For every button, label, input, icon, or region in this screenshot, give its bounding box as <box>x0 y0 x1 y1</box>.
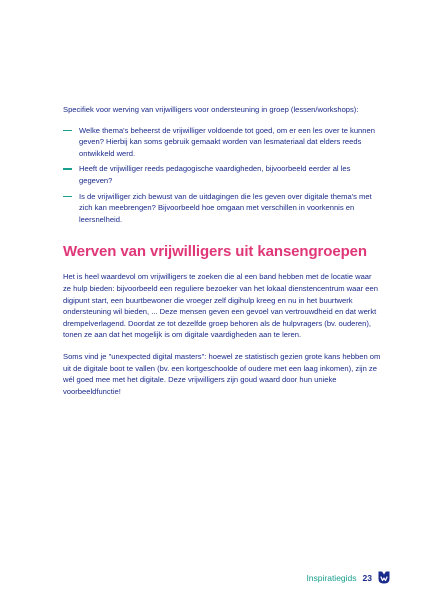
intro-text: Specifiek voor werving van vrijwilligers voor ondersteuning in groep (lessen/workshops): <box>63 105 359 114</box>
body-paragraph: Het is heel waardevol om vrijwilligers te zoeken die al een band hebben met de locatie waar ze hulp bieden: bijvoorbeeld een reguliere bezoeker van het lokaal dienstencentrum waar een digipunt start, een buurtbewoner die vroeger zelf digihulp kreeg en nu in het buurtwerk ondersteuning wil bieden, ... Deze mensen geven een gevoel van vertrouwdheid en dat werkt drempelverlagend. Doordat ze tot dezelfde groep behoren als de hulpvragers (bv. ouderen), tonen ze aan dat het mogelijk is om digitale vaardigheden aan te leren. <box>63 272 378 340</box>
section-heading: Werven van vrijwilligers uit kansengroepen <box>63 243 367 261</box>
list-item <box>63 163 381 186</box>
dash-bullet-icon <box>63 130 72 131</box>
mediawijs-logo-icon <box>378 571 390 584</box>
page-footer <box>306 571 390 584</box>
list-item <box>63 125 381 160</box>
bullet-text: Is de vrijwilliger zich bewust van de uitdagingen die les geven over digitale thema's met zich kan meebrengen? Bijvoorbeeld hoe omgaan met verschillen in voorkennis en leersnelheid. <box>79 191 372 224</box>
bullet-text: Welke thema's beheerst de vrijwilliger voldoende tot goed, om er een les over te kunnen geven? Hierbij kan soms gebruik gemaakt worden van lesmateriaal dat elders reeds ontwikkeld werd. <box>79 125 375 158</box>
page-number: 23 <box>362 572 372 583</box>
footer-title: Inspiratiegids <box>306 572 357 583</box>
bullet-text: Heeft de vrijwilliger reeds pedagogische vaardigheden, bijvoorbeeld eerder al les gegeven? <box>79 164 351 185</box>
list-item <box>63 191 381 226</box>
dash-bullet-icon <box>63 196 72 197</box>
bullet-list <box>63 125 381 226</box>
dash-bullet-icon <box>63 168 72 169</box>
page-content <box>63 104 381 407</box>
body-paragraph: Soms vind je "unexpected digital masters": hoewel ze statistisch gezien grote kans hebben om uit de digitale boot te vallen (bv. een kortgeschoolde of oudere met een laag inkomen), zijn ze wél goed mee met het digitale. Deze vrijwilligers zijn goud waard door hun unieke voorbeeldfunctie! <box>63 351 381 396</box>
